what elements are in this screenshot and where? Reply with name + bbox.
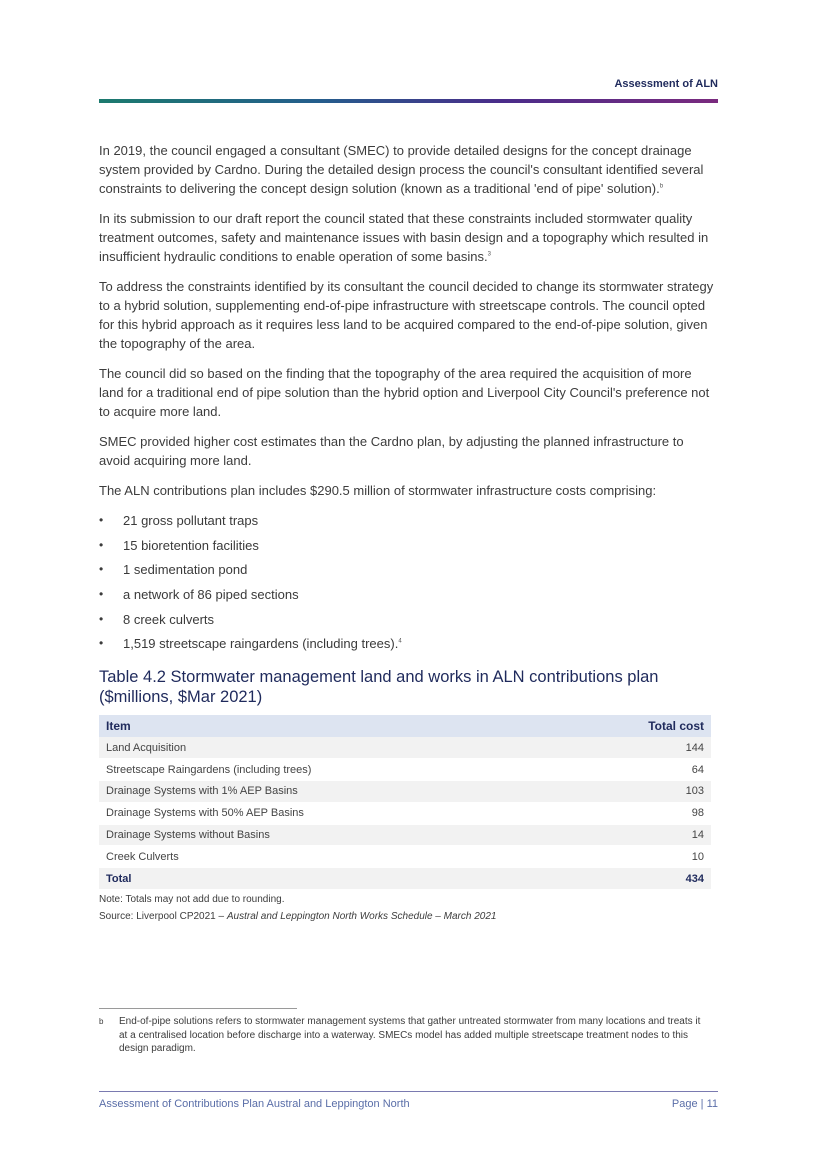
list-item: • a network of 86 piped sections xyxy=(99,587,299,603)
row-item: Creek Culverts xyxy=(99,846,563,868)
row-item: Drainage Systems with 50% AEP Basins xyxy=(99,802,563,824)
bullet-icon: • xyxy=(99,562,104,577)
total-value: 434 xyxy=(563,868,711,890)
table-title: Table 4.2 Stormwater management land and works in ALN contributions plan ($millions, $Mar 2021) xyxy=(99,668,659,707)
header-rule xyxy=(99,99,718,103)
bullet-icon: • xyxy=(99,537,104,552)
list-item: • 15 bioretention facilities xyxy=(99,537,259,553)
column-header-item: Item xyxy=(99,715,563,737)
paragraph: In 2019, the council engaged a consultant (SMEC) to provide detailed designs for the concept drainage system provided by Cardno. During the detailed design process the council's consultant identified several constraints to delivering the concept design solution (known as a traditional 'end of pipe' solution).$^b$ xyxy=(99,143,704,196)
footnote-divider xyxy=(99,1008,297,1009)
table-row xyxy=(99,824,711,846)
row-item: Drainage Systems without Basins xyxy=(99,824,563,846)
footer-document-title: Assessment of Contributions Plan Austral and Leppington North xyxy=(99,1098,410,1110)
bullet-icon: • xyxy=(99,587,104,602)
row-cost: 98 xyxy=(563,802,711,824)
row-item: Streetscape Raingardens (including trees) xyxy=(99,759,563,781)
row-item: Drainage Systems with 1% AEP Basins xyxy=(99,781,563,803)
paragraph: In its submission to our draft report the council stated that these constraints included stormwater quality treatment outcomes, safety and maintenance issues with basin design and a topography which resulted in insufficient hydraulic conditions to enable operation of some basins.$^3$ xyxy=(99,211,709,264)
bullet-icon: • xyxy=(99,636,104,651)
footnote-ref[interactable]: b xyxy=(659,183,664,190)
footnote-ref[interactable]: 3 xyxy=(487,251,491,258)
table-row xyxy=(99,781,711,803)
table-source: Source: Liverpool CP2021 – Austral and Leppington North Works Schedule – March 2021 xyxy=(99,911,497,923)
table-row xyxy=(99,737,711,758)
list-item: • 21 gross pollutant traps xyxy=(99,513,259,528)
row-item: Land Acquisition xyxy=(99,737,563,758)
row-cost: 103 xyxy=(563,781,711,803)
bullet-icon: • xyxy=(99,611,104,626)
bullet-icon: • xyxy=(99,513,104,527)
table-row xyxy=(99,846,711,868)
footnote-text: End-of-pipe solutions refers to stormwater management systems that gather untreated stormwater from many locations and treats it at a centralised location before discharge into a waterway. SMECs model has added multiple streetscape treatment nodes to this design paradigm. xyxy=(119,1016,701,1054)
list-item: • 8 creek culverts xyxy=(99,611,215,627)
stormwater-items-list xyxy=(99,511,717,653)
paragraph: To address the constraints identified by its consultant the council decided to change its stormwater strategy to a hybrid solution, supplementing end-of-pipe infrastructure with streetscape controls. The council opted for this hybrid approach as it requires less land to be acquired compared to the end-of-pipe solution, given the topography of the area. xyxy=(99,279,714,351)
total-label: Total xyxy=(99,868,563,890)
footnote xyxy=(99,1015,704,1056)
row-cost: 10 xyxy=(563,846,711,868)
footnote-mark: b xyxy=(99,1017,104,1026)
stormwater-cost-table xyxy=(99,715,711,890)
header-title: Assessment of ALN xyxy=(614,78,718,90)
list-item: • 1,519 streetscape raingardens (including trees).$^4$ xyxy=(99,636,402,652)
list-item: • 1 sedimentation pond xyxy=(99,562,248,578)
paragraph: The ALN contributions plan includes $290.5 million of stormwater infrastructure costs comprising: xyxy=(99,483,657,498)
row-cost: 144 xyxy=(563,737,711,758)
page-number: Page | 11 xyxy=(671,1098,718,1110)
paragraph: SMEC provided higher cost estimates than the Cardno plan, by adjusting the planned infrastructure to avoid acquiring more land. xyxy=(99,434,684,468)
paragraph: The council did so based on the finding that the topography of the area required the acquisition of more land for a traditional end of pipe solution than the hybrid option and Liverpool City Council's preference not to acquire more land. xyxy=(99,366,710,419)
table-row xyxy=(99,759,711,781)
table-total-row xyxy=(99,868,711,890)
row-cost: 64 xyxy=(563,759,711,781)
footer-rule xyxy=(99,1091,718,1092)
table-header-row xyxy=(99,715,711,737)
table-row xyxy=(99,802,711,824)
row-cost: 14 xyxy=(563,824,711,846)
main-content xyxy=(99,141,717,924)
table-note: Note: Totals may not add due to rounding. xyxy=(99,894,285,906)
footnote-ref[interactable]: 4 xyxy=(398,639,402,646)
column-header-cost: Total cost xyxy=(563,715,711,737)
